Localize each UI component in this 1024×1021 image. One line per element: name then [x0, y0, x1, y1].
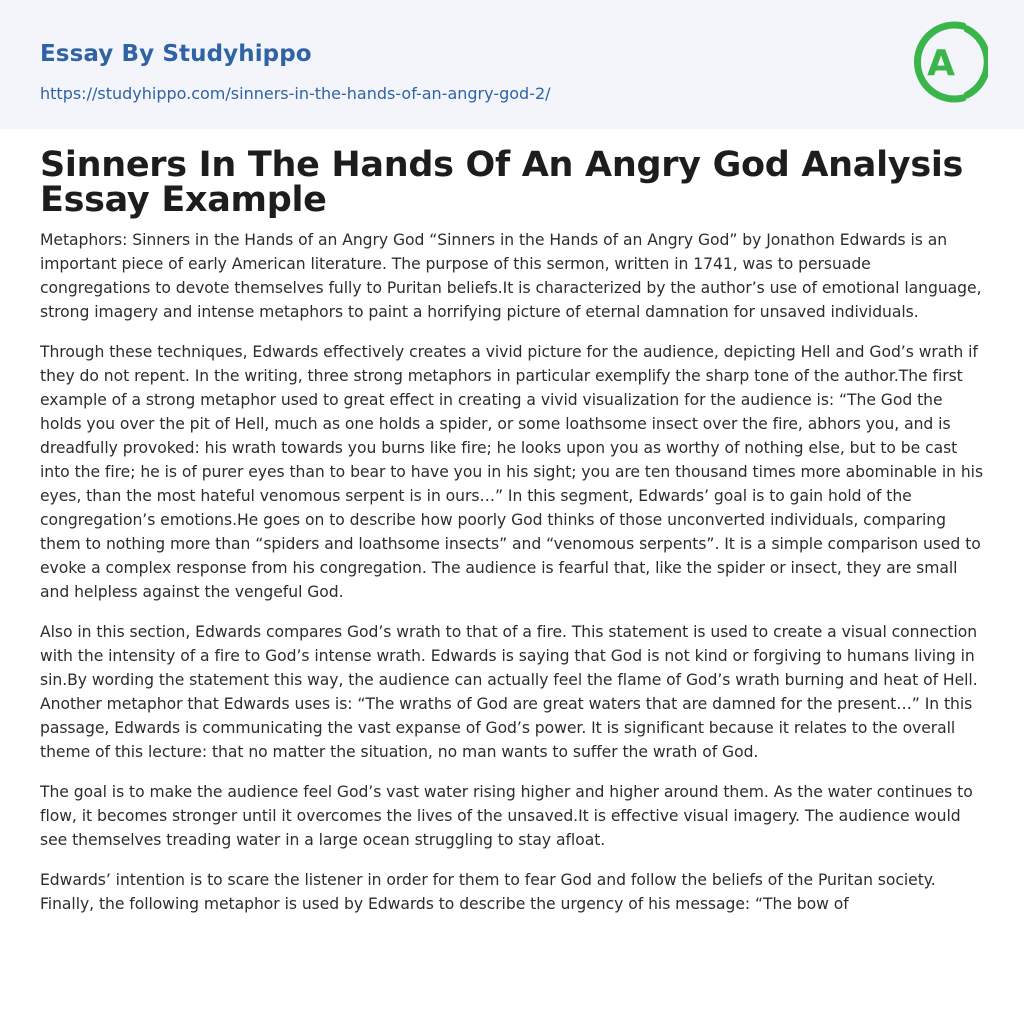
essay-paragraph: Through these techniques, Edwards effectively creates a vivid picture for the audience, depicting Hell and God’s wrath if they do not repent. In the writing, three strong metaphors in particular exemplify the sharp tone of the author.The first example of a strong metaphor used to great effect in creating a vivid visualization for the audience is: “The God the holds you over the pit of Hell, much as one holds a spider, or some loathsome insect over the fire, abhors you, and is dreadfully provoked: his wrath towards you burns like fire; he looks upon you as worthy of nothing else, but to be cast into the fire; he is of purer eyes than to bear to have you in his sight; you are ten thousand times more abominable in his eyes, than the most hateful venomous serpent is in ours…” In this segment, Edwards’ goal is to gain hold of the congregation’s emotions.He goes on to describe how poorly God thinks of those unconverted individuals, comparing them to nothing more than “spiders and loathsome insects” and “venomous serpents”. It is a simple comparison used to evoke a complex response from his congregation. The audience is fearful that, like the spider or insect, they are small and helpless against the vengeful God.	[40, 343, 984, 601]
studyhippo-logo-icon[interactable]	[910, 18, 988, 106]
essay-paragraph: Metaphors: Sinners in the Hands of an Angry God “Sinners in the Hands of an Angry God” by Jonathon Edwards is an important piece of early American literature. The purpose of this sermon, written in 1741, was to persuade congregations to devote themselves fully to Puritan beliefs.It is characterized by the author’s use of emotional language, strong imagery and intense metaphors to paint a horrifying picture of eternal damnation for unsaved individuals.	[40, 231, 982, 321]
essay-title: Sinners In The Hands Of An Angry God Analysis Essay Example	[40, 145, 964, 220]
site-header	[0, 0, 1024, 129]
essay-url-link[interactable]: https://studyhippo.com/sinners-in-the-hands-of-an-angry-god-2/	[40, 84, 551, 103]
logo-letter: A	[927, 43, 955, 84]
essay-paragraph: Also in this section, Edwards compares God’s wrath to that of a fire. This statement is used to create a visual connection with the intensity of a fire to God’s intense wrath. Edwards is saying that God is not kind or forgiving to humans living in sin.By wording the statement this way, the audience can actually feel the flame of God’s wrath burning and heat of Hell. Another metaphor that Edwards uses is: “The wraths of God are great waters that are damned for the present…” In this passage, Edwards is communicating the vast expanse of God’s power. It is significant because it relates to the overall theme of this lecture: that no matter the situation, no man wants to suffer the wrath of God.	[40, 623, 978, 761]
essay-body	[40, 228, 984, 932]
essay-paragraph: Edwards’ intention is to scare the listener in order for them to fear God and follow the beliefs of the Puritan society. Finally, the following metaphor is used by Edwards to describe the urgency of his message: “The bow of	[40, 871, 936, 913]
site-brand[interactable]: Essay By Studyhippo	[40, 41, 312, 67]
essay-paragraph: The goal is to make the audience feel God’s vast water rising higher and higher around them. As the water continues to flow, it becomes stronger until it overcomes the lives of the unsaved.It is effective visual imagery. The audience would see themselves treading water in a large ocean struggling to stay afloat.	[40, 783, 973, 849]
